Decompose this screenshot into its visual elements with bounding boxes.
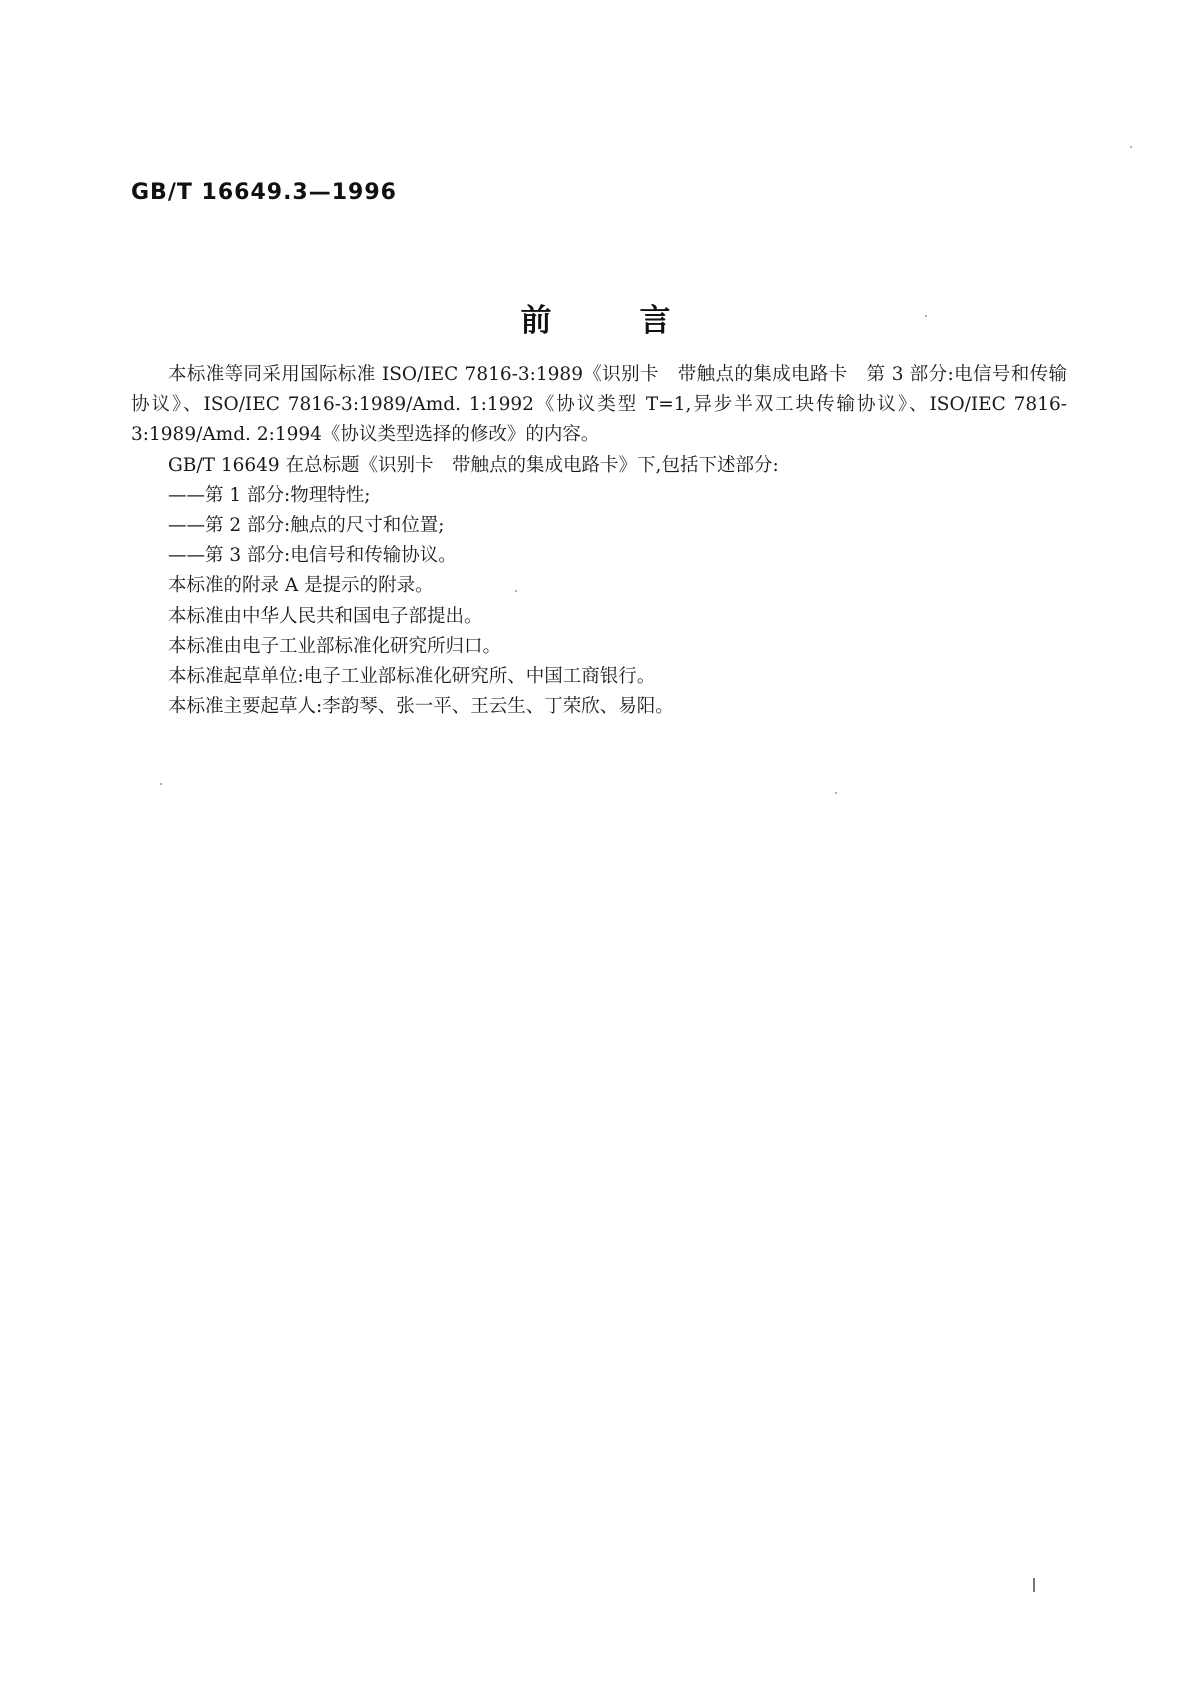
page-edge-mark xyxy=(1033,1578,1035,1592)
standard-code: GB/T 16649.3—1996 xyxy=(131,180,397,205)
parts-list xyxy=(131,481,1067,572)
scan-speck xyxy=(515,590,517,592)
proposer-note: 本标准由中华人民共和国电子部提出。 xyxy=(168,605,483,627)
scan-speck xyxy=(925,315,927,317)
series-paragraph: GB/T 16649 在总标题《识别卡 带触点的集成电路卡》下,包括下述部分: xyxy=(168,454,779,476)
page-title: 前言 xyxy=(520,303,759,339)
foreword-body xyxy=(131,360,1067,722)
scan-speck xyxy=(835,792,837,794)
drafters-note: 本标准主要起草人:李韵琴、张一平、王云生、丁荣欣、易阳。 xyxy=(168,696,674,718)
adoption-paragraph: 本标准等同采用国际标准 ISO/IEC 7816-3:1989《识别卡 带触点的集成电路卡 第 3 部分:电信号和传输协议》、ISO/IEC 7816-3:1989/Amd. 1:1992《协议类型 T=1,异步半双工块传输协议》、ISO/IEC 7816-3:1989/Amd. 2:1994《协议类型选择的修改》的内容。 xyxy=(131,364,1067,446)
administrator-note: 本标准由电子工业部标准化研究所归口。 xyxy=(168,635,502,657)
appendix-note: 本标准的附录 A 是提示的附录。 xyxy=(168,575,434,597)
scan-speck xyxy=(160,783,162,785)
drafting-units-note: 本标准起草单位:电子工业部标准化研究所、中国工商银行。 xyxy=(168,666,656,688)
list-item: ——第 2 部分:触点的尺寸和位置; xyxy=(168,515,445,537)
scan-speck xyxy=(1130,146,1132,148)
list-item: ——第 1 部分:物理特性; xyxy=(168,484,371,506)
list-item: ——第 3 部分:电信号和传输协议。 xyxy=(168,545,457,567)
